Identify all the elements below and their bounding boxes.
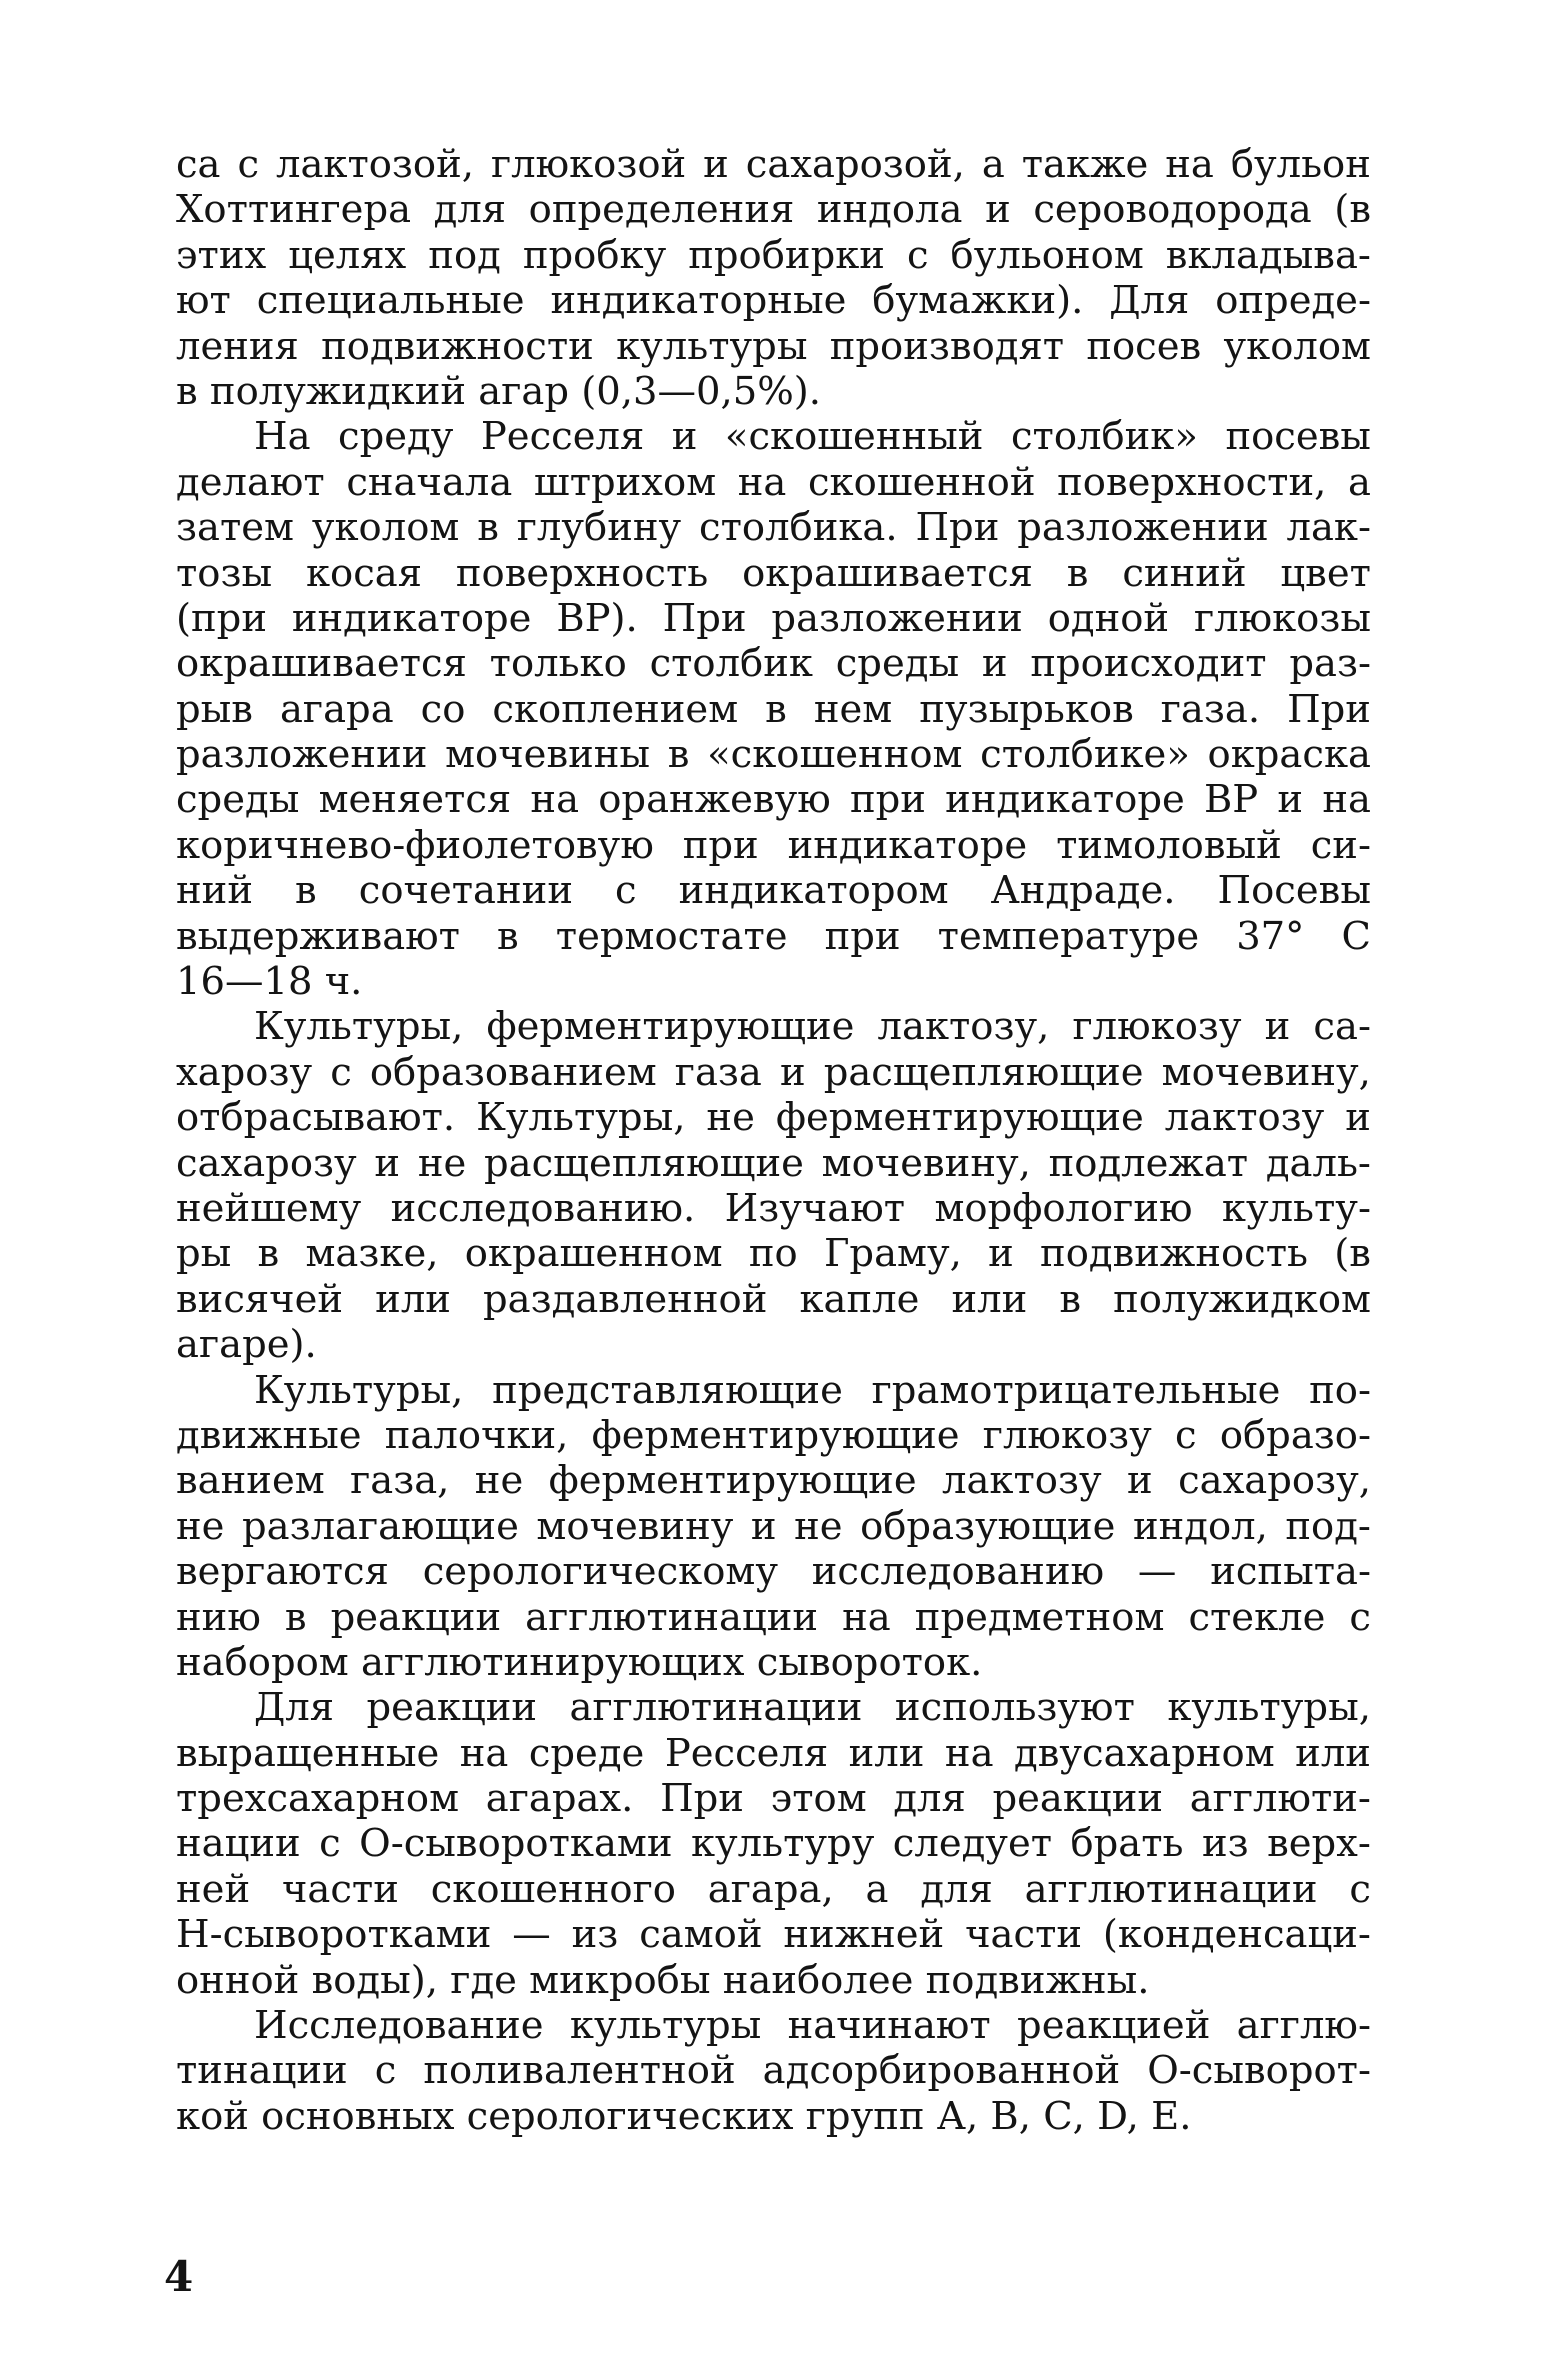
- text-line: Культуры, представляющие грамотрицательные по-: [254, 1367, 1371, 1413]
- text-line: Для реакции агглютинации используют культуры,: [254, 1685, 1371, 1731]
- text-line: трехсахарном агарах. При этом для реакции агглюти-: [176, 1776, 1371, 1822]
- text-line: 16—18 ч.: [176, 959, 363, 1005]
- text-line: висячей или раздавленной капле или в полужидком: [176, 1276, 1371, 1322]
- text-line: са с лактозой, глюкозой и сахарозой, а также на бульон: [176, 142, 1371, 187]
- text-line: выдерживают в термостате при температуре 37° С: [176, 913, 1371, 959]
- text-line: затем уколом в глубину столбика. При разложении лак-: [176, 505, 1371, 551]
- text-line: тозы косая поверхность окрашивается в синий цвет: [176, 550, 1371, 596]
- text-line: онной воды), где микробы наиболее подвижны.: [176, 1957, 1150, 2003]
- text-line: нации с О-сыворотками культуру следует брать из верх-: [176, 1821, 1371, 1867]
- paragraph-p3: [176, 1004, 1371, 1367]
- text-line: тинации с поливалентной адсорбированной О-сыворот-: [176, 2048, 1371, 2094]
- text-line: ют специальные индикаторные бумажки). Для опреде-: [176, 278, 1371, 324]
- text-line: вергаются серологическому исследованию — испыта-: [176, 1549, 1371, 1595]
- text-line: окрашивается только столбик среды и происходит раз-: [176, 641, 1371, 687]
- text-line: кой основных серологических групп А, В, С, D, Е.: [176, 2093, 1192, 2139]
- paragraph-p4: [176, 1368, 1371, 1686]
- text-line: Культуры, ферментирующие лактозу, глюкозу и са-: [254, 1004, 1371, 1050]
- text-line: Исследование культуры начинают реакцией агглю-: [254, 2003, 1371, 2049]
- text-line: На среду Ресселя и «скошенный столбик» посевы: [254, 414, 1371, 460]
- paragraph-p6: [176, 2003, 1371, 2139]
- text-line: нию в реакции агглютинации на предметном стекле с: [176, 1594, 1371, 1640]
- text-line: не разлагающие мочевину и не образующие индол, под-: [176, 1503, 1371, 1549]
- text-line: Хоттингера для определения индола и сероводорода (в: [176, 187, 1371, 233]
- text-line: ний в сочетании с индикатором Андраде. Посевы: [176, 868, 1371, 914]
- text-line: делают сначала штрихом на скошенной поверхности, а: [176, 459, 1371, 505]
- text-line: агаре).: [176, 1322, 317, 1368]
- paragraph-p5: [176, 1685, 1371, 2003]
- paragraph-p2: [176, 414, 1371, 1004]
- text-line: ванием газа, не ферментирующие лактозу и сахарозу,: [176, 1458, 1371, 1504]
- text-line: этих целях под пробку пробирки с бульоном вкладыва-: [176, 232, 1371, 278]
- page-number: 4: [164, 2252, 194, 2301]
- text-line: набором агглютинирующих сывороток.: [176, 1639, 983, 1685]
- text-line: Н-сыворотками — из самой нижней части (конденсаци-: [176, 1912, 1371, 1958]
- text-line: среды меняется на оранжевую при индикаторе ВР и на: [176, 777, 1371, 823]
- text-line: (при индикаторе ВР). При разложении одной глюкозы: [176, 595, 1371, 641]
- text-line: сахарозу и не расщепляющие мочевину, подлежат даль-: [176, 1140, 1371, 1186]
- text-line: движные палочки, ферментирующие глюкозу с образо-: [176, 1412, 1371, 1458]
- page-body: [176, 142, 1371, 2139]
- paragraph-p1: [176, 142, 1371, 414]
- text-line: харозу с образованием газа и расщепляющие мочевину,: [176, 1049, 1371, 1095]
- text-line: ления подвижности культуры производят посев уколом: [176, 323, 1371, 369]
- text-line: отбрасывают. Культуры, не ферментирующие лактозу и: [176, 1095, 1371, 1141]
- text-line: разложении мочевины в «скошенном столбике» окраска: [176, 732, 1371, 778]
- text-line: ней части скошенного агара, а для агглютинации с: [176, 1866, 1371, 1912]
- text-line: рыв агара со скоплением в нем пузырьков газа. При: [176, 686, 1371, 732]
- text-line: в полужидкий агар (0,3—0,5%).: [176, 368, 822, 414]
- text-line: коричнево-фиолетовую при индикаторе тимоловый си-: [176, 822, 1371, 868]
- text-line: выращенные на среде Ресселя или на двусахарном или: [176, 1730, 1371, 1776]
- text-line: ры в мазке, окрашенном по Граму, и подвижность (в: [176, 1231, 1371, 1277]
- text-line: нейшему исследованию. Изучают морфологию культу-: [176, 1185, 1371, 1231]
